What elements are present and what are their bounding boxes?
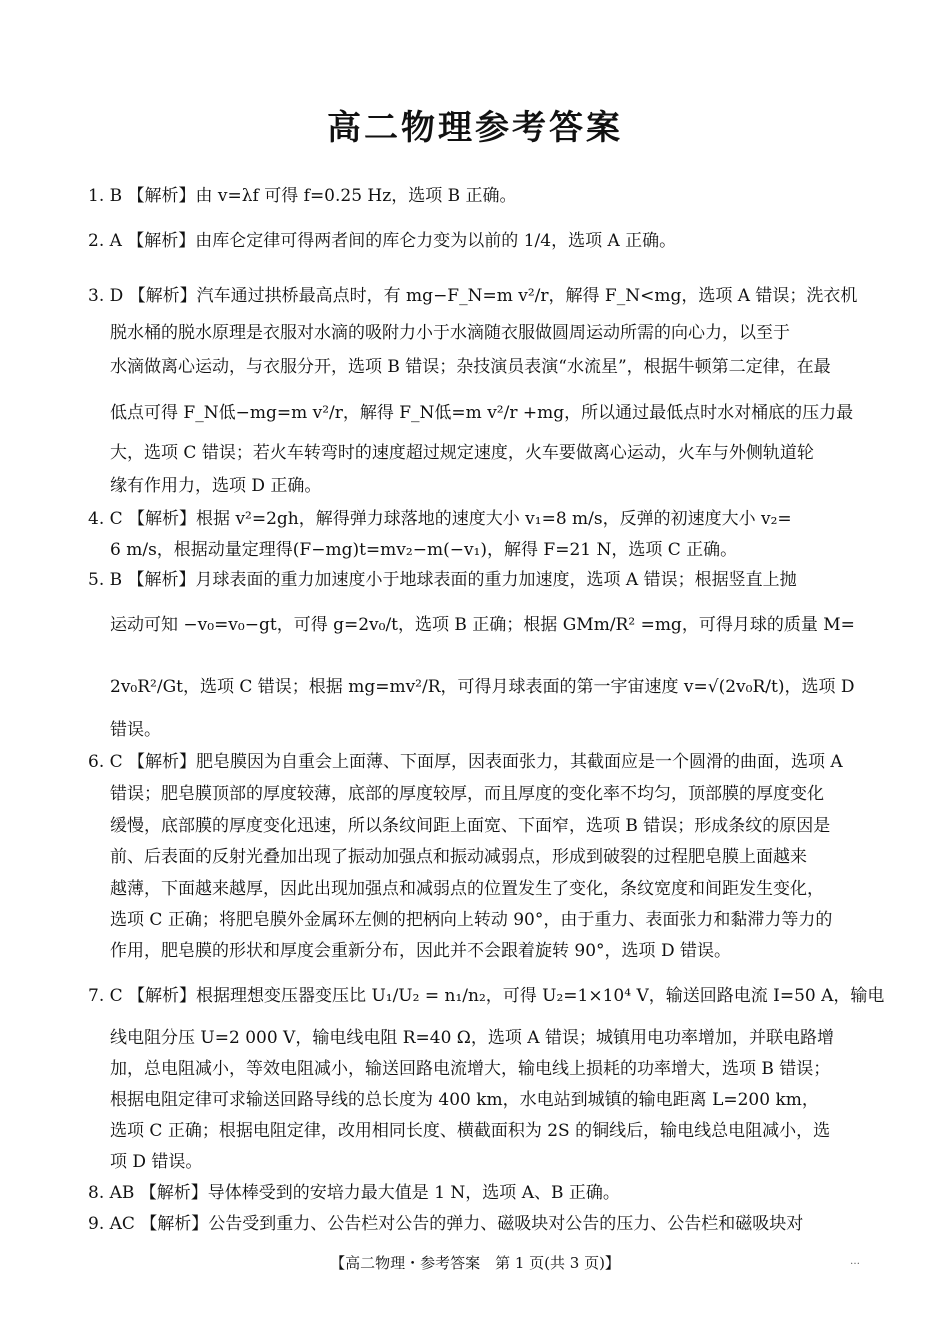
answer-line: 3. D 【解析】汽车通过拱桥最高点时，有 mg−F_N=m v²/r，解得 F_N<mg，选项 A 错误；洗衣机: [88, 286, 858, 306]
answer-line: 6 m/s，根据动量定理得(F−mg)t=mv₂−m(−v₁)，解得 F=21 N，选项 C 正确。: [110, 540, 738, 560]
answer-line: 7. C 【解析】根据理想变压器变压比 U₁/U₂ = n₁/n₂，可得 U₂=1×10⁴ V，输送回路电流 I=50 A，输电: [88, 986, 885, 1006]
page-title: 高二物理参考答案: [327, 108, 623, 148]
answer-line: 5. B 【解析】月球表面的重力加速度小于地球表面的重力加速度，选项 A 错误；根据竖直上抛: [88, 570, 797, 590]
answer-line: 大，选项 C 错误；若火车转弯时的速度超过规定速度，火车要做离心运动，火车与外侧轨道轮: [110, 443, 814, 463]
answer-line: 缓慢，底部膜的厚度变化迅速，所以条纹间距上面宽、下面窄，选项 B 错误；形成条纹的原因是: [110, 816, 831, 836]
answer-line: 6. C 【解析】肥皂膜因为自重会上面薄、下面厚，因表面张力，其截面应是一个圆滑的曲面，选项 A: [88, 752, 843, 772]
answer-line: 作用，肥皂膜的形状和厚度会重新分布，因此并不会跟着旋转 90°，选项 D 错误。: [110, 941, 731, 961]
answer-line: 低点可得 F_N低−mg=m v²/r，解得 F_N低=m v²/r +mg，所以通过最低点时水对桶底的压力最: [110, 403, 854, 423]
answer-line: 脱水桶的脱水原理是衣服对水滴的吸附力小于水滴随衣服做圆周运动所需的向心力，以至于: [110, 323, 790, 343]
answer-line: 8. AB 【解析】导体棒受到的安培力最大值是 1 N，选项 A、B 正确。: [88, 1183, 620, 1203]
answer-line: 选项 C 正确；根据电阻定律，改用相同长度、横截面积为 2S 的铜线后，输电线总电阻减小，选: [110, 1121, 831, 1141]
answer-line: 2v₀R²/Gt，选项 C 错误；根据 mg=mv²/R，可得月球表面的第一宇宙速度 v=√(2v₀R/t)，选项 D: [110, 677, 855, 697]
answer-line: 2. A 【解析】由库仑定律可得两者间的库仑力变为以前的 1/4，选项 A 正确。: [88, 231, 677, 251]
answer-line: 运动可知 −v₀=v₀−gt，可得 g=2v₀/t，选项 B 正确；根据 GMm/R² =mg，可得月球的质量 M=: [110, 615, 855, 635]
page-footer: 【高二物理・参考答案 第 1 页(共 3 页)】: [330, 1254, 620, 1272]
answer-line: 根据电阻定律可求输送回路导线的总长度为 400 km，水电站到城镇的输电距离 L=200 km，: [110, 1090, 819, 1110]
answer-line: 加，总电阻减小，等效电阻减小，输送回路电流增大，输电线上损耗的功率增大，选项 B 错误；: [110, 1059, 831, 1079]
answer-line: 水滴做离心运动，与衣服分开，选项 B 错误；杂技演员表演“水流星”，根据牛顿第二定律，在最: [110, 357, 831, 377]
answer-line: 缘有作用力，选项 D 正确。: [110, 476, 322, 496]
answer-line: 1. B 【解析】由 v=λf 可得 f=0.25 Hz，选项 B 正确。: [88, 186, 517, 206]
answer-line: 错误；肥皂膜顶部的厚度较薄，底部的厚度较厚，而且厚度的变化率不均匀，顶部膜的厚度变化: [110, 784, 824, 804]
corner-mark: …: [850, 1256, 860, 1267]
answer-line: 9. AC 【解析】公告受到重力、公告栏对公告的弹力、磁吸块对公告的压力、公告栏和磁吸块对: [88, 1214, 804, 1234]
answer-line: 越薄，下面越来越厚，因此出现加强点和减弱点的位置发生了变化，条纹宽度和间距发生变化，: [110, 879, 824, 899]
answer-line: 前、后表面的反射光叠加出现了振动加强点和振动减弱点，形成到破裂的过程肥皂膜上面越来: [110, 847, 807, 867]
answer-line: 错误。: [110, 720, 161, 740]
answer-line: 线电阻分压 U=2 000 V，输电线电阻 R=40 Ω，选项 A 错误；城镇用电功率增加，并联电路增: [110, 1028, 834, 1048]
answer-line: 选项 C 正确；将肥皂膜外金属环左侧的把柄向上转动 90°，由于重力、表面张力和黏滞力等力的: [110, 910, 833, 930]
answer-line: 4. C 【解析】根据 v²=2gh，解得弹力球落地的速度大小 v₁=8 m/s，反弹的初速度大小 v₂=: [88, 509, 792, 529]
answer-line: 项 D 错误。: [110, 1152, 203, 1172]
